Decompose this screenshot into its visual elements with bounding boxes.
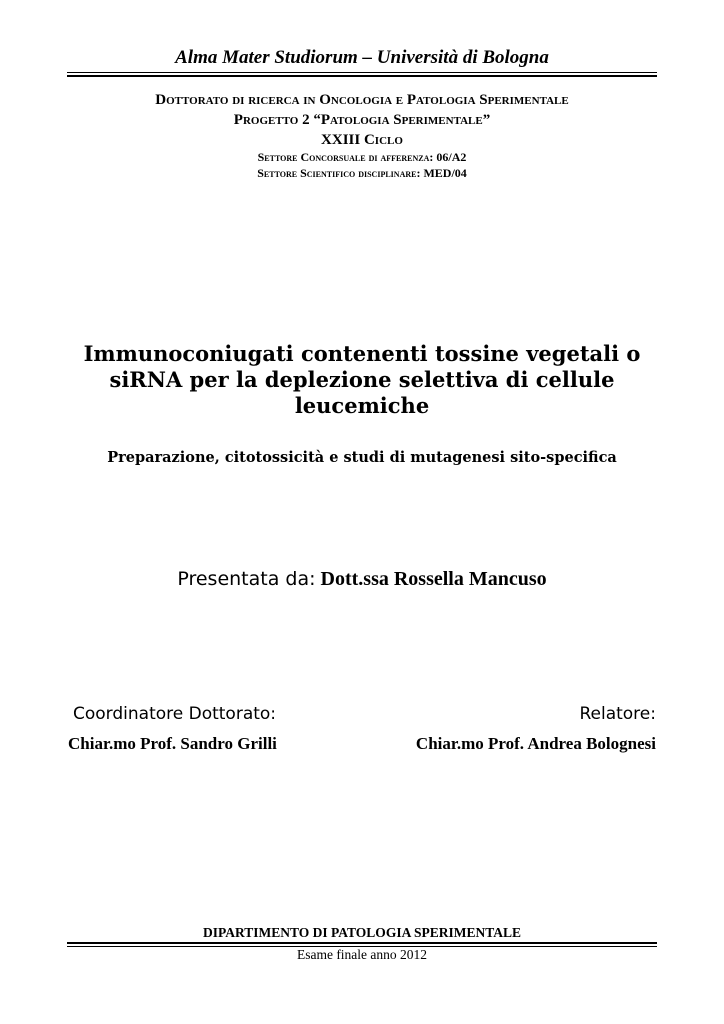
project-name: Progetto 2 “Patologia Sperimentale” xyxy=(233,112,491,128)
university-name: Alma Mater Studiorum – Università di Bologna xyxy=(175,47,549,68)
top-double-rule xyxy=(67,72,657,77)
presented-by-label: Presentata da: xyxy=(177,568,316,590)
scientific-sector: Settore Scientifico disciplinare: MED/04 xyxy=(257,166,467,180)
competition-sector: Settore Concorsuale di afferenza: 06/A2 xyxy=(257,150,467,164)
candidate-name: Dott.ssa Rossella Mancuso xyxy=(320,568,547,590)
department-name: DIPARTIMENTO DI PATOLOGIA SPERIMENTALE xyxy=(203,925,521,940)
doctorate-program: Dottorato di ricerca in Oncologia e Patologia Sperimentale xyxy=(155,92,569,108)
supervisor-label: Relatore: xyxy=(579,704,656,724)
presented-by xyxy=(0,568,724,591)
thesis-subtitle: Preparazione, citotossicità e studi di mutagenesi sito-specifica xyxy=(107,449,617,466)
coordinator-label: Coordinatore Dottorato: xyxy=(73,704,277,724)
thesis-title: Immunoconiugati contenenti tossine vegetali o siRNA per la deplezione selettiva di cellule leucemiche xyxy=(83,341,641,418)
cycle: XXIII Ciclo xyxy=(321,132,403,148)
exam-year: Esame finale anno 2012 xyxy=(296,947,428,962)
coordinator-name: Chiar.mo Prof. Sandro Grilli xyxy=(68,734,277,753)
supervisor-name: Chiar.mo Prof. Andrea Bolognesi xyxy=(415,734,656,753)
